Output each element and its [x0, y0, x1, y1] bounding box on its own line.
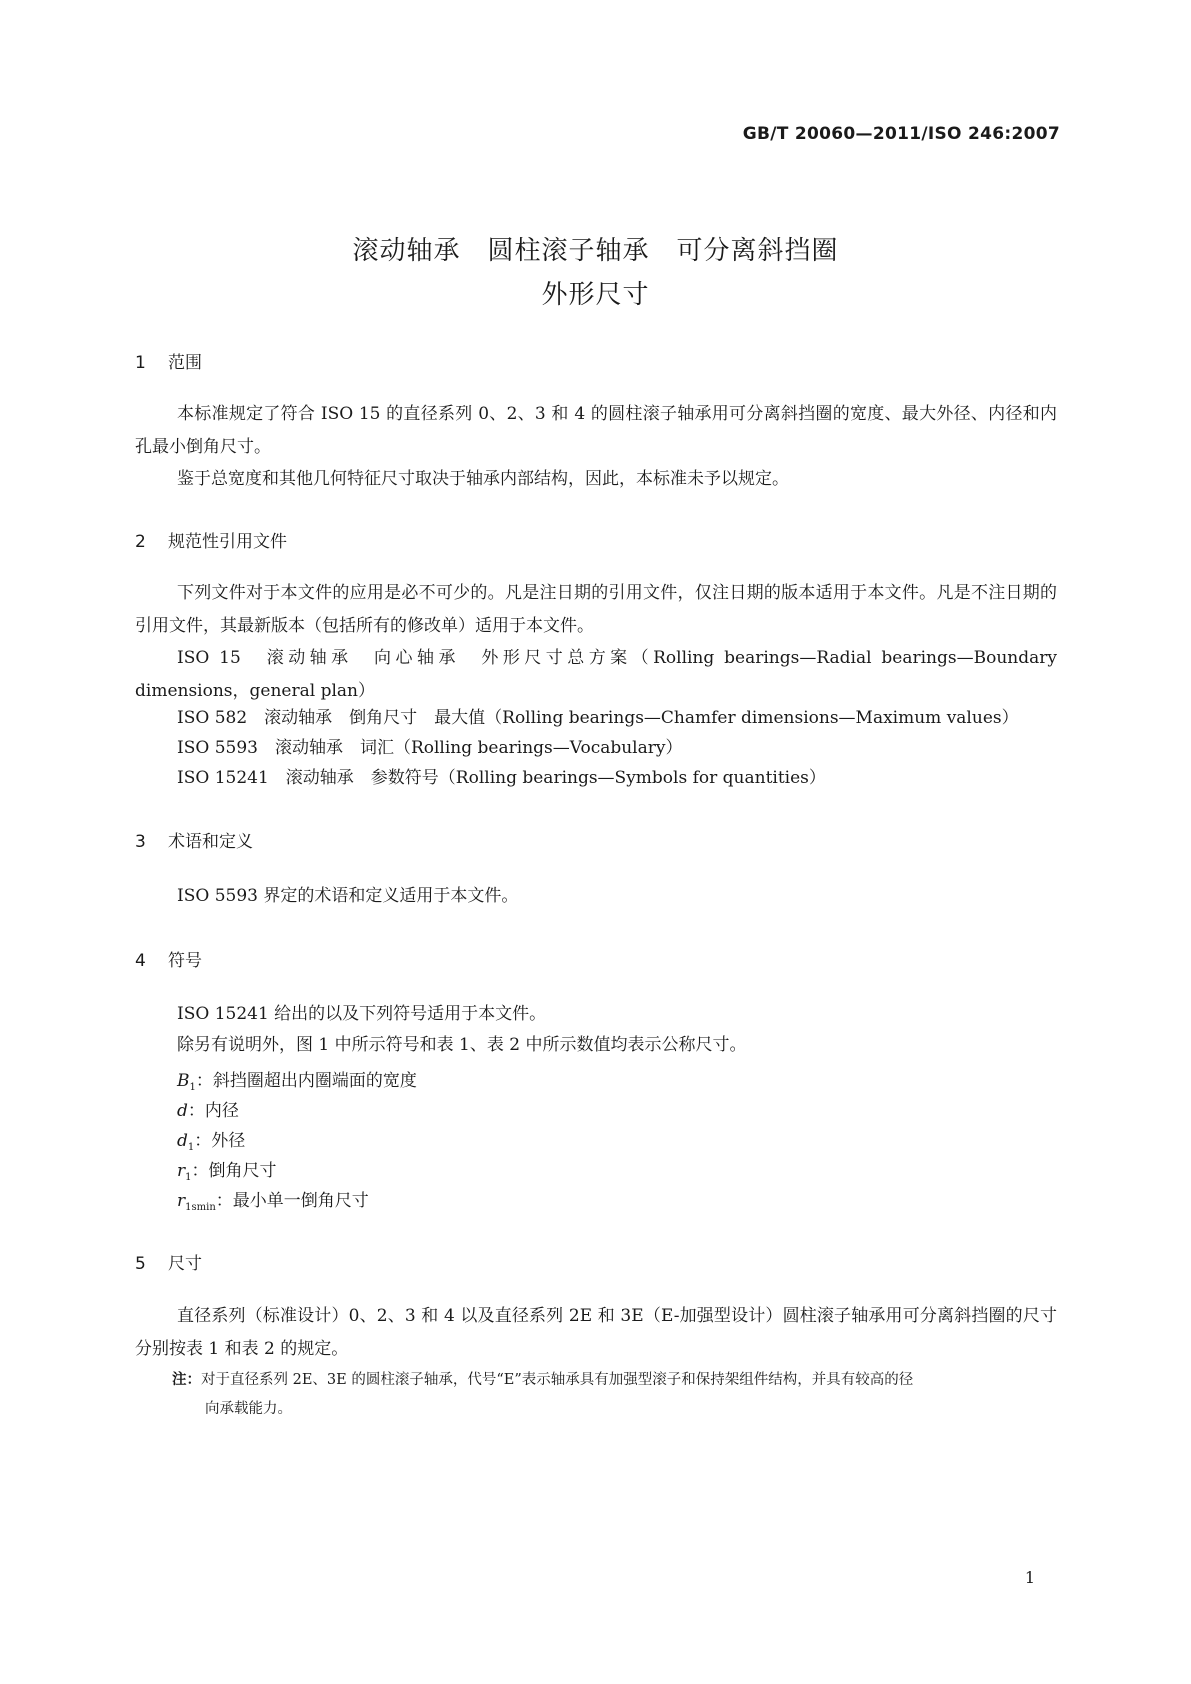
reference-iso-15241: ISO 15241 滚动轴承 参数符号（Rolling bearings—Symbols for quantities）	[177, 768, 826, 788]
note-text-line-2: 向承载能力。	[205, 1401, 292, 1417]
note-label: 注：	[172, 1372, 201, 1388]
section-title: 符号	[168, 951, 202, 971]
section-2-paragraph-1: 下列文件对于本文件的应用是必不可少的。凡是注日期的引用文件，仅注日期的版本适用于本文件。凡是不注日期的引用文件，其最新版本（包括所有的修改单）适用于本文件。	[135, 583, 1057, 636]
page-number: 1	[1024, 1568, 1035, 1587]
symbol-description: ：倒角尺寸	[191, 1161, 277, 1181]
section-3-heading	[135, 827, 253, 852]
symbol-subscript: 1	[189, 1082, 196, 1093]
symbol-subscript: 1smin	[185, 1202, 216, 1213]
reference-iso-582: ISO 582 滚动轴承 倒角尺寸 最大值（Rolling bearings—Chamfer dimensions—Maximum values）	[177, 708, 1019, 728]
symbol-r1	[177, 1156, 277, 1181]
section-4-paragraph-1: ISO 15241 给出的以及下列符号适用于本文件。	[177, 1004, 547, 1024]
section-title: 术语和定义	[168, 832, 253, 852]
section-number: 2	[135, 532, 146, 552]
section-title: 规范性引用文件	[168, 532, 287, 552]
symbol-d1	[177, 1126, 245, 1151]
note	[172, 1366, 1057, 1424]
symbol: r	[177, 1161, 186, 1181]
symbol: d	[177, 1101, 188, 1121]
section-1-heading	[135, 348, 202, 373]
section-1-paragraph-2: 鉴于总宽度和其他几何特征尺寸取决于轴承内部结构，因此，本标准未予以规定。	[177, 469, 789, 489]
section-4-heading	[135, 946, 202, 971]
section-3-paragraph-1: ISO 5593 界定的术语和定义适用于本文件。	[177, 886, 519, 906]
symbol-subscript: 1	[185, 1172, 192, 1183]
symbol-description: ：最小单一倒角尺寸	[215, 1191, 369, 1211]
section-number: 5	[135, 1254, 146, 1274]
symbol: d	[177, 1131, 188, 1151]
section-5-paragraph-1: 直径系列（标准设计）0、2、3 和 4 以及直径系列 2E 和 3E（E-加强型设计）圆柱滚子轴承用可分离斜挡圈的尺寸分别按表 1 和表 2 的规定。	[135, 1306, 1057, 1359]
section-number: 1	[135, 353, 146, 373]
document-title-line-1: 滚动轴承 圆柱滚子轴承 可分离斜挡圈	[352, 236, 839, 266]
symbol-description: ：外径	[194, 1131, 246, 1151]
section-title: 范围	[168, 353, 202, 373]
symbol-b1	[177, 1066, 417, 1091]
reference-iso-15: ISO 15 滚动轴承 向心轴承 外形尺寸总方案（Rolling bearings—Radial bearings—Boundary dimensions，general plan）	[135, 648, 1057, 701]
section-4-paragraph-2: 除另有说明外，图 1 中所示符号和表 1、表 2 中所示数值均表示公称尺寸。	[177, 1035, 747, 1055]
reference-iso-5593: ISO 5593 滚动轴承 词汇（Rolling bearings—Vocabulary）	[177, 738, 683, 758]
symbol-description: ：内径	[187, 1101, 239, 1121]
symbol-description: ：斜挡圈超出内圈端面的宽度	[195, 1071, 417, 1091]
section-2-heading	[135, 527, 287, 552]
document-title-line-2: 外形尺寸	[541, 280, 650, 310]
note-text-line-1: 对于直径系列 2E、3E 的圆柱滚子轴承，代号“E”表示轴承具有加强型滚子和保持架组件结构，并具有较高的径	[201, 1372, 914, 1388]
symbol-subscript: 1	[187, 1142, 195, 1153]
section-5-heading	[135, 1249, 202, 1274]
standard-code: GB/T 20060—2011/ISO 246:2007	[742, 124, 1060, 144]
section-number: 4	[135, 951, 146, 971]
symbol: r	[177, 1191, 186, 1211]
section-number: 3	[135, 832, 146, 852]
section-1-paragraph-1: 本标准规定了符合 ISO 15 的直径系列 0、2、3 和 4 的圆柱滚子轴承用可分离斜挡圈的宽度、最大外径、内径和内孔最小倒角尺寸。	[135, 404, 1057, 457]
symbol: B	[177, 1071, 190, 1091]
section-title: 尺寸	[168, 1254, 202, 1274]
symbol-r1smin	[177, 1186, 369, 1211]
symbol-d	[177, 1096, 239, 1121]
